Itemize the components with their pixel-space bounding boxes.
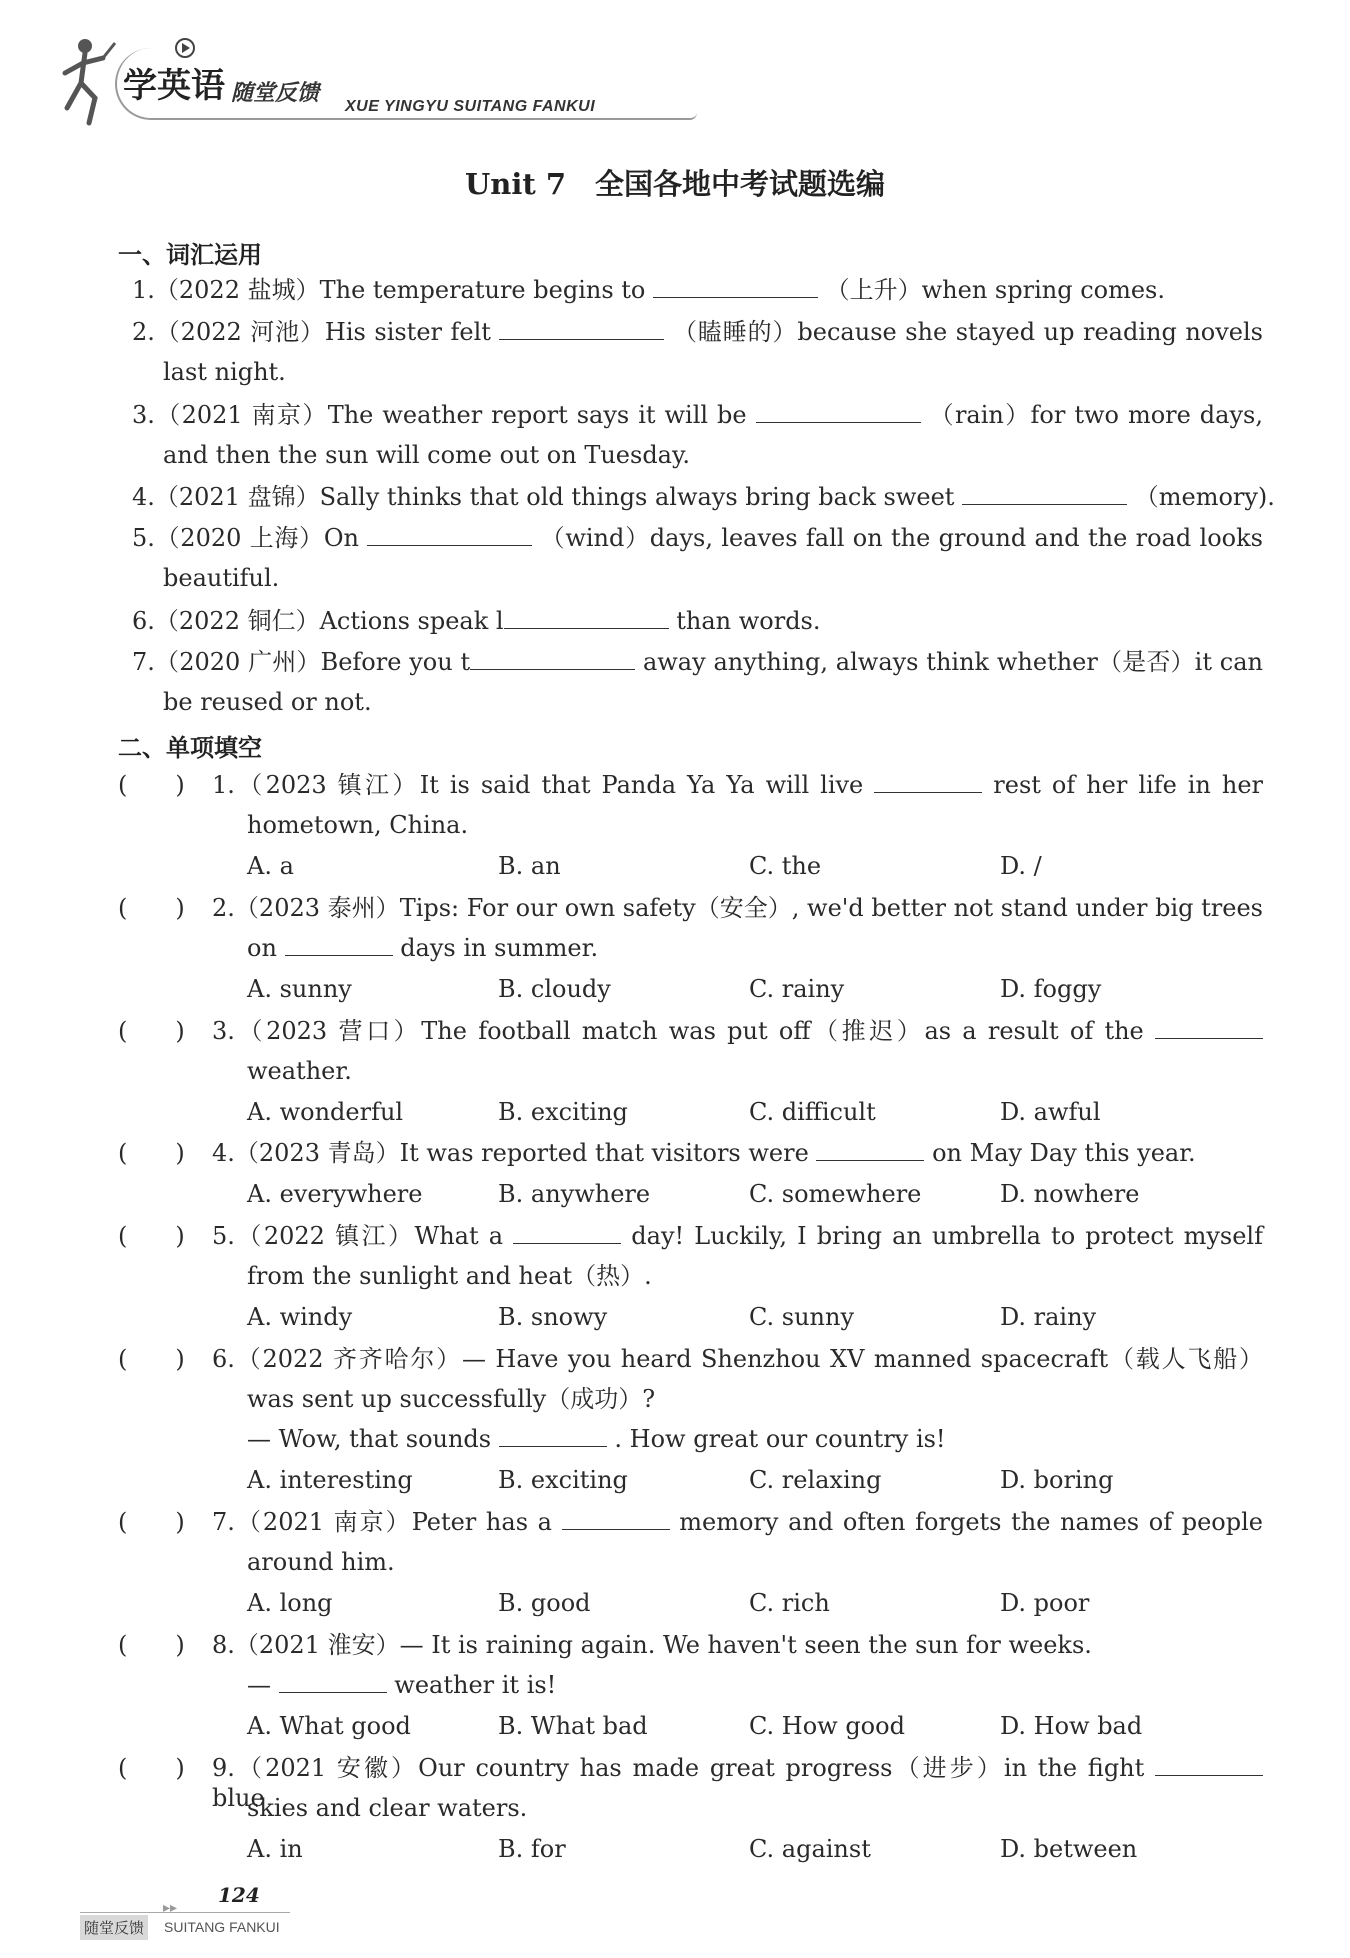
question-text: rest of her life in her (993, 771, 1264, 799)
page-number: 124 (218, 1883, 260, 1907)
question-text: — Wow, that sounds (247, 1425, 499, 1453)
mc-question-line (247, 810, 468, 840)
answer-paren[interactable]: ( ) (118, 1345, 185, 1373)
answer-option[interactable]: D. rainy (1000, 1303, 1097, 1331)
answer-option[interactable]: C. difficult (749, 1098, 876, 1126)
question-text: — (247, 1671, 279, 1699)
vocab-question-line (132, 317, 1263, 347)
mc-question-line (212, 1630, 1092, 1660)
answer-option[interactable]: C. somewhere (749, 1180, 922, 1208)
answer-option[interactable]: D. nowhere (1000, 1180, 1140, 1208)
question-text: be reused or not. (163, 688, 372, 716)
question-text: on May Day this year. (932, 1139, 1196, 1167)
answer-option[interactable]: D. poor (1000, 1589, 1090, 1617)
answer-option[interactable]: D. foggy (1000, 975, 1102, 1003)
mc-question-line (247, 1056, 352, 1086)
question-text: and then the sun will come out on Tuesday. (163, 441, 690, 469)
mc-question-line (212, 893, 1263, 923)
answer-blank[interactable] (367, 523, 532, 546)
answer-option[interactable]: C. sunny (749, 1303, 855, 1331)
answer-blank[interactable] (562, 1507, 670, 1530)
answer-option[interactable]: C. rich (749, 1589, 830, 1617)
vocab-question-line (132, 275, 1165, 305)
answer-option[interactable]: A. windy (247, 1303, 353, 1331)
question-text: 1.（2023 镇江）It is said that Panda Ya Ya will live (212, 771, 875, 799)
answer-blank[interactable] (756, 400, 921, 423)
answer-paren[interactable]: ( ) (118, 894, 185, 922)
vocab-question-line (132, 523, 1263, 553)
mc-question-line (212, 1507, 1263, 1537)
answer-paren[interactable]: ( ) (118, 1017, 185, 1045)
answer-option[interactable]: D. / (1000, 852, 1042, 880)
vocab-question-line (163, 357, 286, 387)
answer-option[interactable]: D. between (1000, 1835, 1138, 1863)
answer-option[interactable]: C. against (749, 1835, 871, 1863)
footer-tab-pinyin: SUITANG FANKUI (164, 1919, 280, 1935)
answer-option[interactable]: B. What bad (498, 1712, 648, 1740)
mc-question-line (212, 770, 1263, 800)
question-text: 8.（2021 淮安）— It is raining again. We haven't seen the sun for weeks. (212, 1631, 1092, 1659)
answer-option[interactable]: B. an (498, 852, 561, 880)
page-header (55, 18, 695, 133)
footer-tab-label: 随堂反馈 (80, 1915, 148, 1940)
question-text: was sent up successfully（成功）? (247, 1385, 656, 1413)
question-text: 6.（2022 铜仁）Actions speak l (132, 607, 504, 635)
mc-question-line (247, 1384, 655, 1414)
answer-paren[interactable]: ( ) (118, 771, 185, 799)
answer-blank[interactable] (874, 770, 982, 793)
answer-paren[interactable]: ( ) (118, 1139, 185, 1167)
question-text: 6.（2022 齐齐哈尔）— Have you heard Shenzhou XV manned spacecraft（载人飞船） (212, 1345, 1263, 1373)
answer-option[interactable]: A. interesting (247, 1466, 413, 1494)
question-text: away anything, always think whether（是否）it can (642, 648, 1263, 676)
brand-subtitle: 随堂反馈 (231, 81, 320, 106)
answer-option[interactable]: A. everywhere (247, 1180, 423, 1208)
section-heading-multiple-choice: 二、单项填空 (118, 734, 262, 762)
mc-question-line (247, 1547, 395, 1577)
answer-option[interactable]: C. relaxing (749, 1466, 882, 1494)
answer-option[interactable]: C. rainy (749, 975, 845, 1003)
question-text: hometown, China. (247, 811, 469, 839)
section-heading-vocabulary: 一、词汇运用 (118, 241, 262, 269)
question-text: 5.（2022 镇江）What a (212, 1222, 514, 1250)
question-text: 2.（2022 河池）His sister felt (132, 318, 500, 346)
question-text: memory and often forgets the names of people (679, 1508, 1263, 1536)
question-text: 4.（2021 盘锦）Sally thinks that old things always bring back sweet (132, 483, 963, 511)
question-text: day! Luckily, I bring an umbrella to protect myself (631, 1222, 1263, 1250)
answer-option[interactable]: A. sunny (247, 975, 352, 1003)
answer-blank[interactable] (499, 317, 664, 340)
mc-question-line (212, 1016, 1263, 1046)
answer-blank[interactable] (513, 1221, 621, 1244)
question-text: . How great our country is! (614, 1425, 946, 1453)
answer-option[interactable]: D. boring (1000, 1466, 1114, 1494)
question-text: （瞌睡的）because she stayed up reading novels (672, 318, 1263, 346)
answer-paren[interactable]: ( ) (118, 1754, 185, 1782)
question-text: weather. (247, 1057, 352, 1085)
brand-title: 学英语 (123, 66, 225, 106)
answer-blank[interactable] (1155, 1016, 1263, 1039)
question-text: 3.（2023 营口）The football match was put off（推迟）as a result of the (212, 1017, 1155, 1045)
answer-blank[interactable] (470, 647, 635, 670)
answer-option[interactable]: B. good (498, 1589, 591, 1617)
answer-paren[interactable]: ( ) (118, 1222, 185, 1250)
answer-option[interactable]: D. How bad (1000, 1712, 1143, 1740)
vocab-question-line (163, 563, 279, 593)
answer-blank[interactable] (279, 1670, 387, 1693)
question-text: weather it is! (394, 1671, 557, 1699)
answer-option[interactable]: B. exciting (498, 1466, 628, 1494)
page-title: Unit 7 全国各地中考试题选编 (464, 167, 886, 201)
answer-option[interactable]: B. for (498, 1835, 566, 1863)
answer-option[interactable]: B. cloudy (498, 975, 611, 1003)
mc-question-line (212, 1138, 1196, 1168)
question-text: 9.（2021 安徽）Our country has made great progress（进步）in the fight (212, 1754, 1155, 1782)
vocab-question-line (163, 687, 372, 717)
vocab-question-line (132, 647, 1263, 677)
mc-question-line (247, 1261, 652, 1291)
question-text: （wind）days, leaves fall on the ground and the road looks (540, 524, 1263, 552)
question-text: （rain）for two more days, (929, 401, 1263, 429)
mc-question-line (247, 933, 598, 963)
question-text: （memory). (1134, 483, 1275, 511)
answer-option[interactable]: A. in (247, 1835, 303, 1863)
question-text: 7.（2021 南京）Peter has a (212, 1508, 562, 1536)
question-text: blue (212, 1784, 265, 1812)
answer-blank[interactable] (504, 606, 669, 629)
play-icon (175, 38, 195, 58)
answer-option[interactable]: C. How good (749, 1712, 905, 1740)
answer-blank[interactable] (285, 933, 393, 956)
mc-question-line (247, 1793, 527, 1823)
question-text: 1.（2022 盐城）The temperature begins to (132, 276, 653, 304)
answer-blank[interactable] (499, 1424, 607, 1447)
answer-option[interactable]: B. snowy (498, 1303, 608, 1331)
vocab-question-line (132, 606, 821, 636)
question-text: last night. (163, 358, 286, 386)
question-text: 2.（2023 泰州）Tips: For our own safety（安全）, we'd better not stand under big trees (212, 894, 1263, 922)
answer-option[interactable]: D. awful (1000, 1098, 1101, 1126)
question-text: beautiful. (163, 564, 280, 592)
answer-blank[interactable] (653, 275, 818, 298)
answer-option[interactable]: A. a (247, 852, 294, 880)
question-text: 7.（2020 广州）Before you t (132, 648, 471, 676)
mc-question-line (212, 1344, 1263, 1374)
answer-paren[interactable]: ( ) (118, 1631, 185, 1659)
vocab-question-line (132, 400, 1263, 430)
answer-option[interactable]: A. long (247, 1589, 333, 1617)
answer-option[interactable]: B. anywhere (498, 1180, 651, 1208)
question-text: from the sunlight and heat（热）. (247, 1262, 652, 1290)
answer-blank[interactable] (816, 1138, 924, 1161)
mc-question-line (247, 1670, 556, 1700)
brand-pinyin: XUE YINGYU SUITANG FANKUI (345, 98, 596, 115)
vocab-question-line (132, 482, 1275, 512)
answer-paren[interactable]: ( ) (118, 1508, 185, 1536)
question-text: 4.（2023 青岛）It was reported that visitors were (212, 1139, 817, 1167)
question-text: （上升）when spring comes. (825, 276, 1166, 304)
answer-option[interactable]: A. wonderful (247, 1098, 404, 1126)
question-text: around him. (247, 1548, 395, 1576)
answer-option[interactable]: B. exciting (498, 1098, 628, 1126)
mc-question-line (247, 1424, 946, 1454)
answer-blank[interactable] (1155, 1753, 1263, 1776)
answer-option[interactable]: C. the (749, 852, 822, 880)
question-text: days in summer. (400, 934, 599, 962)
question-text: 5.（2020 上海）On (132, 524, 368, 552)
answer-option[interactable]: A. What good (247, 1712, 411, 1740)
question-text: than words. (676, 607, 821, 635)
question-text: on (247, 934, 285, 962)
vocab-question-line (163, 440, 690, 470)
arrow-icon: ▸▸ (163, 1900, 178, 1916)
question-text: skies and clear waters. (247, 1794, 528, 1822)
question-text: 3.（2021 南京）The weather report says it will be (132, 401, 756, 429)
mc-question-line (212, 1221, 1263, 1251)
answer-blank[interactable] (962, 482, 1127, 505)
